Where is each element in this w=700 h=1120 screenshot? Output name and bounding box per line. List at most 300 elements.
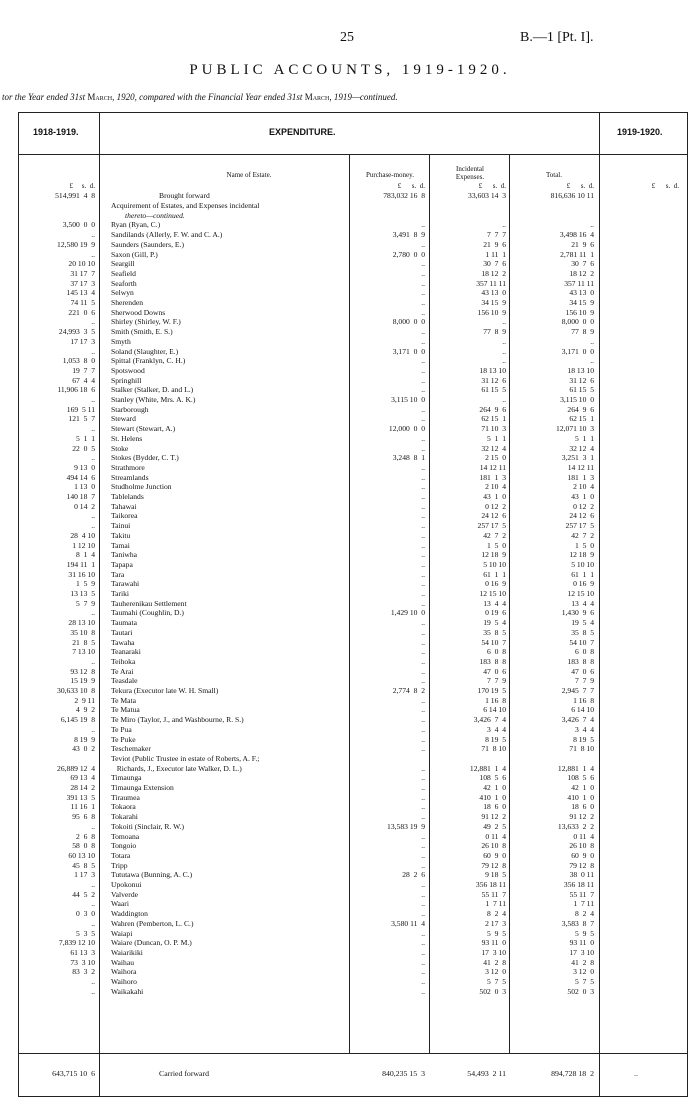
cell-prev: .. xyxy=(91,821,95,831)
cell-tot: 60 9 0 xyxy=(571,850,594,860)
table-row xyxy=(19,938,689,948)
cell-prev: 0 3 0 xyxy=(76,909,95,919)
cell-purch: .. xyxy=(421,627,425,637)
table-row xyxy=(19,870,689,880)
cell-prev: 31 17 7 xyxy=(70,268,95,278)
cell-tot: 156 10 9 xyxy=(565,307,594,317)
bf-incidental: 33,603 14 3 xyxy=(468,191,506,200)
table-row xyxy=(19,230,689,240)
cell-purch: .. xyxy=(421,259,425,269)
cell-purch: .. xyxy=(421,734,425,744)
cell-inc: 62 15 1 xyxy=(481,414,506,424)
cell-purch: 3,580 11 4 xyxy=(391,918,425,928)
cell-inc: 0 16 9 xyxy=(485,579,506,589)
cell-purch: .. xyxy=(421,288,425,298)
cell-purch: .. xyxy=(421,831,425,841)
cell-name: Richards, J., Executor late Walker, D. L.) xyxy=(111,763,242,773)
subtitle-continued: —continued. xyxy=(351,92,398,102)
cell-purch: .. xyxy=(421,443,425,453)
cell-purch: 2,774 8 2 xyxy=(392,686,425,695)
table-row xyxy=(19,211,689,221)
cf-prev: 643,715 10 6 xyxy=(52,1069,95,1078)
cell-prev: 19 7 7 xyxy=(72,365,95,375)
cell-tot: 31 12 6 xyxy=(569,375,594,385)
accounts-table xyxy=(18,112,688,1097)
cell-prev: 37 17 3 xyxy=(70,278,95,288)
table-row xyxy=(19,919,689,929)
cell-prev: 24,993 3 5 xyxy=(58,327,95,337)
table-row xyxy=(19,967,689,977)
bf-prev: 514,991 4 8 xyxy=(55,191,95,200)
cell-prev: 11,906 18 6 xyxy=(57,385,95,395)
cell-tot: 0 11 4 xyxy=(573,831,594,841)
table-row xyxy=(19,201,689,211)
cell-purch: .. xyxy=(421,239,425,249)
cell-tot: .. xyxy=(590,336,594,346)
cell-tot: 18 6 0 xyxy=(571,802,594,812)
cell-tot: 8 19 5 xyxy=(573,734,594,744)
cell-inc: 12 18 9 xyxy=(481,550,506,560)
cell-tot: 7 7 9 xyxy=(575,676,594,686)
cell-purch: .. xyxy=(421,307,425,317)
document-reference: B.—1 [Pt. I]. xyxy=(520,30,594,45)
table-row xyxy=(19,550,689,560)
cell-purch: .. xyxy=(421,482,425,492)
cell-tot: 2 10 4 xyxy=(573,482,594,492)
cell-prev: 28 14 2 xyxy=(70,783,95,792)
table-row xyxy=(19,890,689,900)
cell-tot: 19 5 4 xyxy=(571,618,594,628)
cell-inc: 13 4 4 xyxy=(483,598,506,608)
cell-purch: .. xyxy=(421,792,425,802)
cell-prev: 6,145 19 8 xyxy=(60,715,95,725)
cell-prev: 8 1 4 xyxy=(76,550,95,560)
cell-purch: .. xyxy=(421,986,425,996)
cell-name: Stanley (White, Mrs. A. K.) xyxy=(111,395,196,404)
cell-name: Tauherenikau Settlement xyxy=(111,598,187,608)
cell-prev: 1 17 3 xyxy=(74,870,95,880)
cell-tot: 47 0 6 xyxy=(571,666,594,676)
cell-prev: 5 1 1 xyxy=(76,433,95,443)
cell-purch: .. xyxy=(421,773,425,783)
cell-inc: 26 10 8 xyxy=(481,841,506,851)
cell-inc: 6 0 8 xyxy=(487,647,506,657)
cell-name: Te Puke xyxy=(111,734,136,744)
cell-name: Te Miro (Taylor, J., and Washbourne, R. S.) xyxy=(111,715,244,725)
table-row xyxy=(19,240,689,250)
cf-purchase: 840,235 15 3 xyxy=(382,1069,425,1078)
cell-inc: 1 11 1 xyxy=(485,249,506,259)
cell-inc: 0 12 2 xyxy=(485,501,506,511)
cell-purch: .. xyxy=(421,812,425,822)
table-row xyxy=(19,764,689,774)
cell-purch: .. xyxy=(421,550,425,560)
cell-inc: 12,881 1 4 xyxy=(469,763,506,773)
cell-prev: 140 18 7 xyxy=(66,492,95,501)
cell-tot: 183 8 8 xyxy=(567,656,594,666)
table-row xyxy=(19,560,689,570)
cell-purch: 2,780 0 0 xyxy=(392,249,425,259)
table-row xyxy=(19,657,689,667)
cell-prev: 28 4 10 xyxy=(70,530,95,540)
cell-name: Tongoio xyxy=(111,841,137,851)
cell-tot: 35 8 5 xyxy=(571,627,594,637)
cell-purch: .. xyxy=(421,899,425,909)
cell-inc: 42 1 0 xyxy=(483,783,506,792)
cell-inc: 357 11 11 xyxy=(476,278,506,288)
cell-name: Sandilands (Allerly, F. W. and C. A.) xyxy=(111,230,223,240)
table-row xyxy=(19,899,689,909)
cell-inc: 43 13 0 xyxy=(481,288,506,298)
cell-purch: .. xyxy=(421,637,425,647)
cell-inc: 24 12 6 xyxy=(481,511,506,521)
cell-purch: .. xyxy=(421,492,425,501)
cell-prev: .. xyxy=(91,230,95,240)
cell-name: Tautari xyxy=(111,627,133,637)
cell-tot: 8,000 0 0 xyxy=(561,317,594,327)
cell-purch: .. xyxy=(421,967,425,977)
cell-inc: 49 2 5 xyxy=(483,821,506,831)
subtitle-month-1: March xyxy=(87,92,113,102)
subtitle-month-2: March xyxy=(304,92,330,102)
table-row xyxy=(19,822,689,832)
cell-purch: 3,115 10 0 xyxy=(391,395,425,404)
table-row xyxy=(19,395,689,405)
table-row xyxy=(19,327,689,337)
cell-name: Sherwood Downs xyxy=(111,307,166,317)
cell-name: Tokarahi xyxy=(111,812,138,822)
table-row xyxy=(19,987,689,997)
cell-purch: 3,248 8 1 xyxy=(392,453,425,463)
cell-purch: .. xyxy=(421,909,425,919)
cell-purch: .. xyxy=(421,385,425,395)
cell-purch: .. xyxy=(421,511,425,521)
cell-name: Waihora xyxy=(111,967,137,977)
cell-inc: 71 10 3 xyxy=(481,424,506,434)
header-expenditure: EXPENDITURE. xyxy=(269,127,336,137)
cell-name: Stalker (Stalker, D. and L.) xyxy=(111,385,194,395)
cell-prev: 17 17 3 xyxy=(70,336,95,346)
cell-prev: 22 0 5 xyxy=(72,443,95,453)
cell-prev: 13 13 5 xyxy=(70,589,95,598)
cell-purch: .. xyxy=(421,365,425,375)
cell-inc: 7 7 7 xyxy=(487,230,506,240)
cell-inc: 71 8 10 xyxy=(481,744,506,754)
cell-inc: 264 9 6 xyxy=(479,404,506,414)
cell-tot: 3,498 16 4 xyxy=(559,230,594,240)
cell-tot: 3 12 0 xyxy=(573,967,594,977)
cell-tot: 2,945 7 7 xyxy=(561,686,594,695)
cell-inc: 30 7 6 xyxy=(483,259,506,269)
cell-prev: 145 13 4 xyxy=(66,288,95,298)
cell-purch: .. xyxy=(421,860,425,870)
cell-prev: 8 19 9 xyxy=(74,734,95,744)
cell-prev: 74 11 5 xyxy=(70,298,95,307)
cell-tot: 5 7 5 xyxy=(575,977,594,986)
cell-name: Tekura (Executor late W. H. Small) xyxy=(111,686,219,695)
cell-name: Takitu xyxy=(111,530,131,540)
cell-inc: 156 10 9 xyxy=(477,307,506,317)
cell-inc: .. xyxy=(502,220,506,230)
table-row xyxy=(19,570,689,580)
table-row xyxy=(19,444,689,454)
cell-tot: 34 15 9 xyxy=(569,298,594,307)
table-row xyxy=(19,686,689,696)
cell-tot: .. xyxy=(590,356,594,366)
cell-tot: 12,881 1 4 xyxy=(557,763,594,773)
footer-divider xyxy=(19,1053,687,1054)
cell-name: Acquirement of Estates, and Expenses incidental xyxy=(111,201,260,210)
cell-tot: 108 5 6 xyxy=(567,773,594,783)
cell-purch: .. xyxy=(421,705,425,715)
cell-tot: 356 18 11 xyxy=(563,880,594,889)
table-row xyxy=(19,434,689,444)
table-row xyxy=(19,958,689,968)
cell-purch: .. xyxy=(421,589,425,598)
cell-prev: 194 11 1 xyxy=(66,559,95,569)
table-row xyxy=(19,288,689,298)
cell-inc: 3,426 7 4 xyxy=(473,715,506,725)
table-row xyxy=(19,608,689,618)
cell-tot: 12,071 10 3 xyxy=(556,424,594,434)
cell-inc: 3 4 4 xyxy=(487,724,506,734)
cell-inc: 61 15 5 xyxy=(481,385,506,395)
cell-name: Tiraumea xyxy=(111,792,140,802)
cell-prev: 1 13 0 xyxy=(74,482,95,492)
cell-inc: 31 12 6 xyxy=(481,375,506,385)
table-row xyxy=(19,948,689,958)
cell-name: Stokes (Bydder, C. T.) xyxy=(111,453,179,463)
cell-prev: 30,633 10 8 xyxy=(57,686,95,695)
cell-tot: 5 10 10 xyxy=(571,559,594,569)
cell-prev: .. xyxy=(91,317,95,327)
cell-name: Totara xyxy=(111,850,131,860)
cell-name: Smyth xyxy=(111,336,131,346)
cell-inc: 170 19 5 xyxy=(477,686,506,695)
cell-inc: 2 10 4 xyxy=(485,482,506,492)
cell-name: Smith (Smith, E. S.) xyxy=(111,327,173,337)
table-row xyxy=(19,851,689,861)
cell-name: Tablelands xyxy=(111,492,144,501)
cell-name: Tamai xyxy=(111,540,130,550)
cell-purch: .. xyxy=(421,278,425,288)
cell-name: St. Helens xyxy=(111,433,143,443)
cell-tot: 41 2 8 xyxy=(571,957,594,967)
cell-inc: 14 12 11 xyxy=(479,462,506,472)
cell-purch: .. xyxy=(421,336,425,346)
cell-purch: .. xyxy=(421,414,425,424)
cf-label: Carried forward xyxy=(159,1069,210,1078)
cell-name: Saxon (Gill, P.) xyxy=(111,249,158,259)
cell-purch: .. xyxy=(421,947,425,957)
table-row xyxy=(19,832,689,842)
cell-prev: .. xyxy=(91,346,95,356)
table-row xyxy=(19,676,689,686)
cell-prev: 44 5 2 xyxy=(72,889,95,899)
cell-tot: 18 12 2 xyxy=(569,268,594,278)
cell-tot: 55 11 7 xyxy=(569,889,594,899)
cell-tot: 2,781 11 1 xyxy=(560,249,594,259)
cell-prev: 0 14 2 xyxy=(74,501,95,511)
cell-prev: .. xyxy=(91,986,95,996)
cell-name: Seaforth xyxy=(111,278,137,288)
table-row xyxy=(19,599,689,609)
cell-purch: 13,583 19 9 xyxy=(387,821,425,831)
cell-name: Tomoana xyxy=(111,831,140,841)
cell-purch: .. xyxy=(421,724,425,734)
cell-tot: 5 9 5 xyxy=(575,928,594,938)
cell-inc: 18 12 2 xyxy=(481,268,506,278)
cell-prev: .. xyxy=(91,656,95,666)
table-row xyxy=(19,667,689,677)
cell-name: Saunders (Saunders, E.) xyxy=(111,239,184,249)
cell-inc: 7 7 9 xyxy=(487,676,506,686)
cell-inc: .. xyxy=(502,356,506,366)
cell-tot: 5 1 1 xyxy=(575,433,594,443)
cell-name: Taniwha xyxy=(111,550,138,560)
cell-prev: 95 6 8 xyxy=(72,812,95,822)
table-row xyxy=(19,735,689,745)
cell-purch: .. xyxy=(421,938,425,948)
table-row xyxy=(19,298,689,308)
table-row xyxy=(19,579,689,589)
table-row xyxy=(19,414,689,424)
cell-prev: .. xyxy=(91,395,95,404)
cell-purch: .. xyxy=(421,850,425,860)
cell-inc: 93 11 0 xyxy=(481,938,506,948)
cell-prev: 73 3 10 xyxy=(70,957,95,967)
cell-name: Taumahi (Coughlin, D.) xyxy=(111,608,184,618)
cell-prev: 69 13 4 xyxy=(70,773,95,783)
cell-name: Waikakahi xyxy=(111,986,144,996)
cell-tot: 77 8 9 xyxy=(571,327,594,337)
cell-prev: .. xyxy=(91,424,95,434)
cell-inc: 5 10 10 xyxy=(483,559,506,569)
cell-prev: 9 13 0 xyxy=(74,462,95,472)
cell-tot: 17 3 10 xyxy=(569,947,594,957)
cell-name: Tara xyxy=(111,569,125,579)
cell-prev: 43 0 2 xyxy=(72,744,95,754)
table-row xyxy=(19,638,689,648)
cell-prev: 7 13 10 xyxy=(72,647,95,657)
cell-name: Stewart (Stewart, A.) xyxy=(111,424,176,434)
cell-name: Upokonui xyxy=(111,880,142,889)
cell-prev: 221 0 6 xyxy=(68,307,95,317)
table-row xyxy=(19,347,689,357)
cell-prev: 31 16 10 xyxy=(68,569,95,579)
cell-purch: .. xyxy=(421,530,425,540)
subtitle-prefix: tor the Year ended 31st xyxy=(2,92,88,102)
table-row xyxy=(19,754,689,764)
cell-inc: 5 7 5 xyxy=(487,977,506,986)
cell-purch: .. xyxy=(421,268,425,278)
cell-inc: 42 7 2 xyxy=(483,530,506,540)
cell-name: Waari xyxy=(111,899,129,909)
cell-name: Taumata xyxy=(111,618,138,628)
cell-inc: 1 5 0 xyxy=(487,540,506,550)
col-head-incidental: Incidental Expenses. xyxy=(455,165,485,181)
cell-tot: 24 12 6 xyxy=(569,511,594,521)
table-row xyxy=(19,220,689,230)
cell-inc: 19 5 4 xyxy=(483,618,506,628)
cell-purch: .. xyxy=(421,666,425,676)
cell-name: Te Matua xyxy=(111,705,140,715)
cell-purch: .. xyxy=(421,220,425,230)
table-row xyxy=(19,744,689,754)
unit-curr: £ s. d. xyxy=(651,182,679,190)
cell-inc: 181 1 3 xyxy=(479,472,506,482)
cell-inc: 60 9 0 xyxy=(483,850,506,860)
cell-prev: .. xyxy=(91,511,95,521)
cell-purch: .. xyxy=(421,841,425,851)
cell-prev: 2 9 11 xyxy=(74,695,95,705)
cell-tot: 18 13 10 xyxy=(567,365,594,375)
cell-purch: .. xyxy=(421,618,425,628)
table-row xyxy=(19,463,689,473)
cell-prev: 1 5 9 xyxy=(76,579,95,589)
cell-name: Tawaha xyxy=(111,637,135,647)
cell-inc: 21 9 6 xyxy=(483,239,506,249)
cell-purch: .. xyxy=(421,656,425,666)
table-row xyxy=(19,589,689,599)
cell-prev: 61 13 3 xyxy=(70,947,95,957)
cell-name: Tututawa (Bunning, A. C.) xyxy=(111,870,193,880)
cell-name: Waiapi xyxy=(111,928,133,938)
cell-purch: .. xyxy=(421,501,425,511)
cell-inc: 8 19 5 xyxy=(485,734,506,744)
unit-prev: £ s. d. xyxy=(69,182,95,190)
cell-tot: 3,115 10 0 xyxy=(560,395,594,404)
cell-purch: .. xyxy=(421,928,425,938)
cell-prev: .. xyxy=(91,453,95,463)
cell-tot: 12 15 10 xyxy=(567,589,594,598)
cell-name: Seafield xyxy=(111,268,136,278)
cell-tot: 502 0 3 xyxy=(567,986,594,996)
cell-name: Waddington xyxy=(111,909,148,919)
cell-tot: 357 11 11 xyxy=(564,278,594,288)
table-row xyxy=(19,366,689,376)
cell-inc: .. xyxy=(502,336,506,346)
table-row xyxy=(19,405,689,415)
table-row xyxy=(19,511,689,521)
cell-prev: 20 10 10 xyxy=(68,259,95,269)
cell-inc: 43 1 0 xyxy=(483,492,506,501)
unit-purchase: £ s. d. xyxy=(397,182,425,190)
col-head-total: Total. xyxy=(545,171,563,179)
cell-name: Wahren (Pemberton, L. C.) xyxy=(111,918,194,928)
cell-inc: 6 14 10 xyxy=(483,705,506,715)
table-row xyxy=(19,482,689,492)
bf-total: 816,636 10 11 xyxy=(550,191,594,200)
cell-inc: 8 2 4 xyxy=(487,909,506,919)
cell-prev: .. xyxy=(91,977,95,986)
cell-name: Teviot (Public Trustee in estate of Roberts, A. F.; xyxy=(111,753,260,763)
cell-tot: 3 4 4 xyxy=(575,724,594,734)
table-row xyxy=(19,453,689,463)
cell-tot: 1,430 9 6 xyxy=(561,608,594,618)
cell-prev: 391 13 5 xyxy=(66,792,95,802)
cell-prev: 1,053 8 0 xyxy=(62,356,95,366)
bf-purchase: 783,032 16 8 xyxy=(383,191,425,200)
cell-tot: .. xyxy=(590,220,594,230)
cell-inc: 12 15 10 xyxy=(479,589,506,598)
cell-tot: 12 18 9 xyxy=(569,550,594,560)
table-row xyxy=(19,337,689,347)
cell-purch: .. xyxy=(421,695,425,705)
cell-prev: 15 19 9 xyxy=(70,676,95,686)
cf-incidental: 54,493 2 11 xyxy=(467,1069,506,1078)
table-row xyxy=(19,861,689,871)
